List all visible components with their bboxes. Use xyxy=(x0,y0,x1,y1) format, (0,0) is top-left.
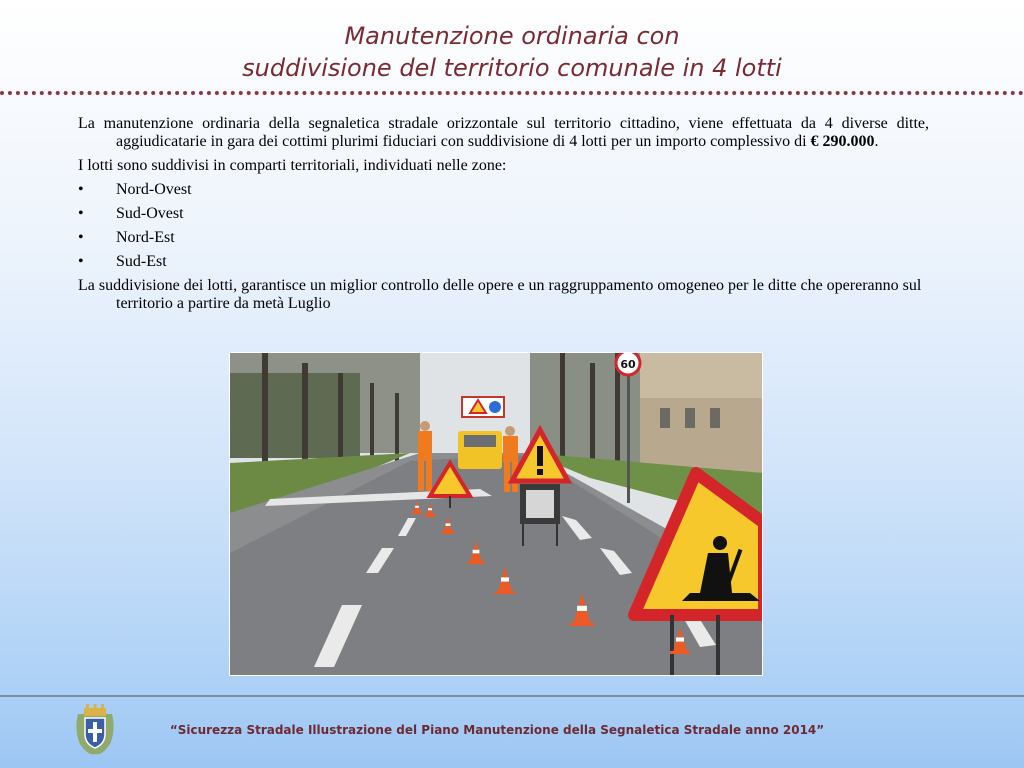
cone-base xyxy=(442,531,454,534)
cone-stripe xyxy=(415,506,419,508)
cone-stripe xyxy=(501,577,509,581)
zone-label: Sud-Ovest xyxy=(116,205,184,222)
zone-label: Nord-Ovest xyxy=(116,181,192,198)
slide-title xyxy=(0,20,1024,84)
bullet-icon: • xyxy=(78,229,84,246)
conclusion-paragraph: La suddivisione dei lotti, garantisce un miglior controllo delle opere e un raggruppamento omogeneo per le ditte che opereranno sul territorio a partire da metà Luglio xyxy=(78,277,922,312)
cone-stripe xyxy=(428,508,432,510)
speed-limit-value: 60 xyxy=(620,358,636,371)
bullet-icon: • xyxy=(78,253,84,270)
roadwork-photo xyxy=(229,352,763,676)
cone-base xyxy=(412,511,421,514)
body-text xyxy=(78,115,929,319)
list-item xyxy=(78,181,929,199)
municipal-coat-of-arms-icon xyxy=(74,704,116,756)
title-line-2: suddivisione del territorio comunale in 4 lotti xyxy=(242,54,782,82)
cone-base xyxy=(425,514,435,517)
cone-base xyxy=(570,623,595,626)
cone-base xyxy=(468,561,485,564)
title-line-1: Manutenzione ordinaria con xyxy=(344,22,680,50)
list-item xyxy=(78,229,929,247)
zone-label: Sud-Est xyxy=(116,253,167,270)
cone-stripe xyxy=(446,523,451,526)
cone-base xyxy=(495,591,515,594)
cone-base xyxy=(670,651,690,654)
list-item xyxy=(78,253,929,271)
bullet-icon: • xyxy=(78,181,84,198)
intro-paragraph xyxy=(78,115,929,151)
footer-caption: “Sicurezza Stradale Illustrazione del Piano Manutenzione della Segnaletica Stradale anno 2014” xyxy=(169,723,825,737)
total-amount: € 290.000 xyxy=(810,133,875,150)
cone-stripe xyxy=(676,637,684,641)
bullet-icon: • xyxy=(78,205,84,222)
cone-stripe xyxy=(473,550,480,554)
title-divider xyxy=(0,91,1024,95)
zones-list xyxy=(78,181,929,271)
zone-label: Nord-Est xyxy=(116,229,175,246)
cone-stripe xyxy=(577,606,587,611)
intro-text: La manutenzione ordinaria della segnaletica stradale orizzontale sul territorio cittadino, viene effettuata da 4 diverse ditte, aggiudicatarie in gara dei cottimi plurimi fiduciari con suddivisione di 4 lotti per un importo complessivo di xyxy=(78,115,929,150)
intro-end: . xyxy=(874,133,879,150)
zones-intro-paragraph: I lotti sono suddivisi in comparti territoriali, individuati nelle zone: xyxy=(78,157,507,174)
list-item xyxy=(78,205,929,223)
footer-divider xyxy=(0,695,1024,697)
